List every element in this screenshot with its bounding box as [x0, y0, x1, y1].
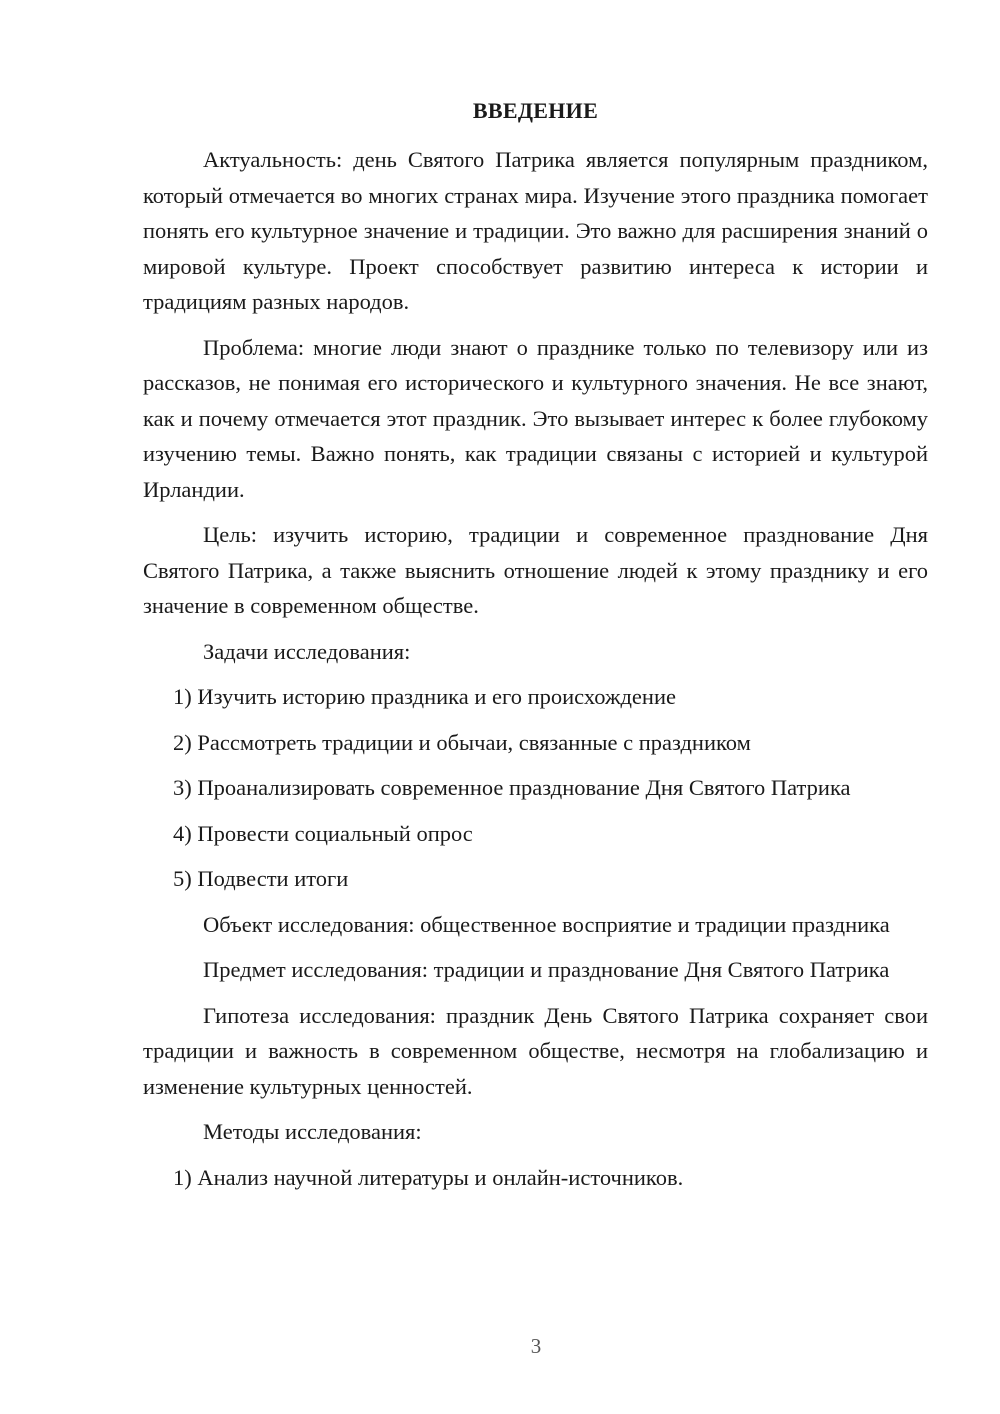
task-item: 4) Провести социальный опрос	[173, 820, 473, 846]
section-heading: ВВЕДЕНИЕ	[472, 98, 599, 123]
relevance-paragraph: Актуальность: день Святого Патрика является популярным праздником, который отмечается во многих странах мира. Изучение этого праздника помогает понять его культурное значение и традиции. Это важно для расширения знаний о мировой культуре. Проект способствует развитию интереса к истории и традициям разных народов.	[143, 147, 928, 314]
subject-paragraph: Предмет исследования: традиции и празднование Дня Святого Патрика	[203, 957, 890, 982]
tasks-heading: Задачи исследования:	[203, 638, 411, 664]
goal-paragraph: Цель: изучить историю, традиции и современное празднование Дня Святого Патрика, а также выяснить отношение людей к этому празднику и его значение в современном обществе.	[143, 522, 928, 618]
method-item: 1) Анализ научной литературы и онлайн-источников.	[173, 1164, 684, 1190]
methods-heading: Методы исследования:	[203, 1119, 422, 1144]
page-number: 3	[530, 1334, 542, 1358]
task-item: 1) Изучить историю праздника и его происхождение	[173, 684, 676, 709]
task-item: 2) Рассмотреть традиции и обычаи, связанные с праздником	[173, 729, 751, 755]
hypothesis-paragraph: Гипотеза исследования: праздник День Святого Патрика сохраняет свои традиции и важность в современном обществе, несмотря на глобализацию и изменение культурных ценностей.	[143, 1002, 928, 1099]
object-paragraph: Объект исследования: общественное восприятие и традиции праздника	[203, 911, 890, 937]
body-text	[143, 142, 928, 1205]
problem-paragraph: Проблема: многие люди знают о празднике только по телевизору или из рассказов, не понимая его исторического и культурного значения. Не все знают, как и почему отмечается этот праздник. Это вызывает интерес к более глубокому изучению темы. Важно понять, как традиции связаны с историей и культурой Ирландии.	[143, 334, 928, 502]
task-item: 5) Подвести итоги	[173, 866, 349, 891]
task-item: 3) Проанализировать современное празднование Дня Святого Патрика	[173, 775, 851, 800]
